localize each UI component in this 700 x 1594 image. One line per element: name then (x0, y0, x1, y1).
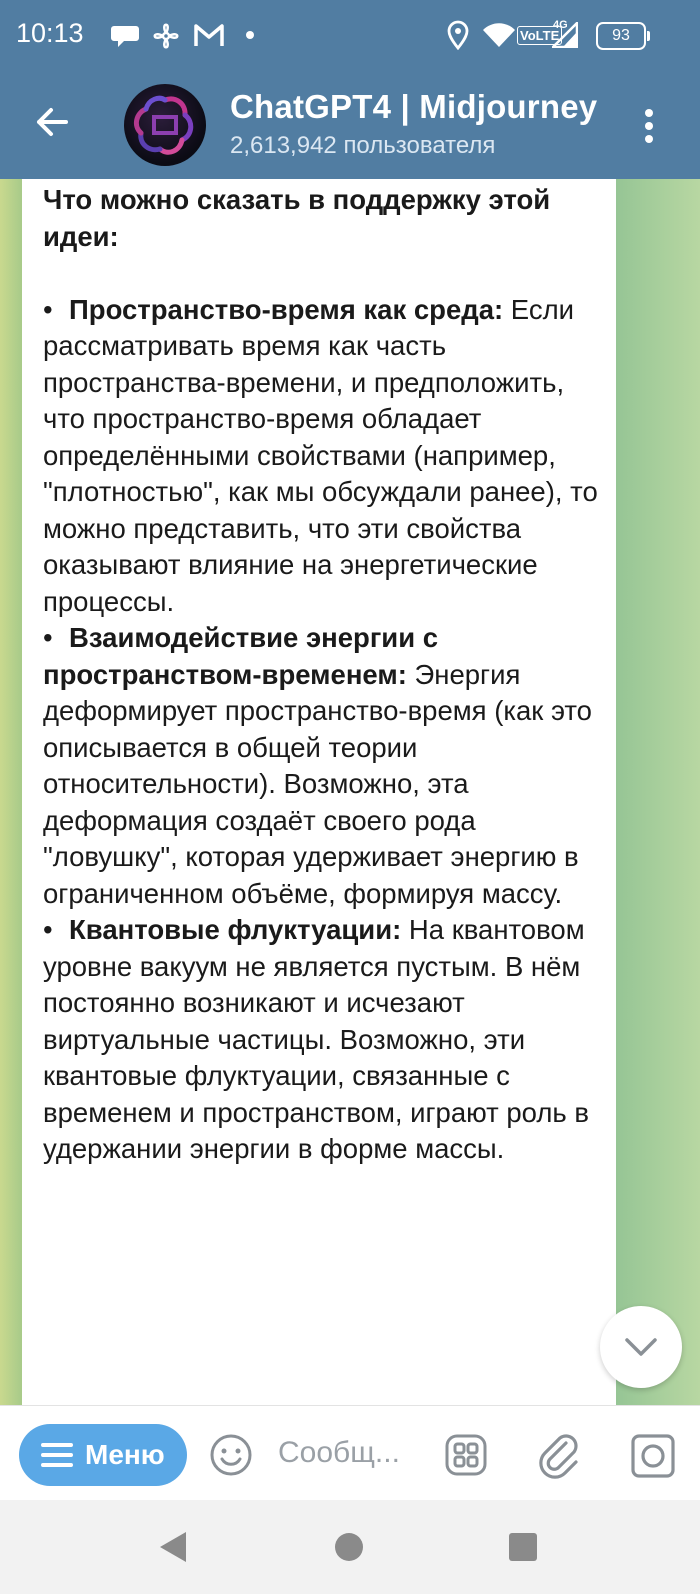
scroll-to-bottom-button[interactable] (600, 1306, 682, 1388)
nav-back-icon[interactable] (158, 1530, 188, 1564)
nav-home-icon[interactable] (334, 1532, 364, 1562)
fan-notification-icon (150, 20, 182, 52)
attach-paperclip-icon[interactable] (536, 1431, 584, 1479)
more-notifications-dot-icon (244, 29, 256, 41)
network-gen-label: 4G (553, 19, 568, 31)
bullet-marker: • (43, 622, 53, 653)
openai-logo-icon (124, 84, 206, 166)
camera-icon[interactable] (630, 1433, 676, 1479)
message-intro: Что можно сказать в поддержку этой идеи: (43, 184, 551, 252)
bullet-heading: Взаимодействие энергии с пространством-временем: (43, 622, 439, 690)
menu-button-label: Меню (85, 1439, 165, 1470)
gmail-notification-icon (193, 20, 225, 50)
list-item (43, 620, 603, 912)
emoji-icon[interactable] (209, 1433, 253, 1477)
bullet-text: Если рассматривать время как часть пространства-времени, и предположить, что пространство-время обладает определёнными свойствами (например, "плотностью", как мы обсуждали ранее), то можно представить, что эти свойства оказывают влияние на энергетические процессы. (43, 293, 598, 617)
bullet-text: На квантовом уровне вакуум не является пустым. В нём постоянно возникают и исчезают виртуальные частицы. Возможно, эти квантовые флуктуации, связанные с временем и пространством, играют роль в удержании энергии в форме массы. (43, 914, 589, 1164)
location-icon (446, 20, 470, 50)
status-bar (0, 0, 700, 72)
chat-notification-icon (110, 20, 140, 50)
message-input[interactable]: Сообщ... (278, 1436, 400, 1469)
chat-header[interactable] (0, 72, 700, 179)
channel-avatar[interactable] (124, 84, 206, 166)
nav-recents-icon[interactable] (508, 1532, 538, 1562)
bullet-heading: Квантовые флуктуации: (69, 914, 402, 945)
bot-menu-button[interactable] (19, 1424, 187, 1486)
battery-level: 93 (612, 27, 630, 44)
bullet-text: Энергия деформирует пространство-время (как это описывается в общей теории относительности). Возможно, эта деформация создаёт своего рода "ловушку", которая удерживает энергию в ограниченном объёме, формируя массу. (43, 658, 592, 909)
list-item (43, 292, 603, 621)
bullet-heading: Пространство-время как среда: (69, 293, 504, 325)
channel-title[interactable]: ChatGPT4 | Midjourney (230, 88, 598, 125)
member-count: 2,613,942 пользователя (230, 132, 496, 159)
back-arrow-icon[interactable] (32, 102, 72, 142)
status-time: 10:13 (16, 18, 84, 48)
list-item (43, 912, 603, 1168)
bullet-marker: • (43, 914, 53, 945)
battery-icon (596, 22, 646, 50)
message-input-bar (0, 1405, 700, 1501)
wifi-icon (482, 22, 516, 48)
chevron-down-icon (600, 1306, 682, 1388)
bot-commands-icon[interactable] (444, 1433, 488, 1477)
volte-badge: VoLTE (517, 26, 562, 45)
bullet-marker: • (43, 293, 53, 325)
cell-signal-icon (552, 22, 578, 48)
message-text (43, 180, 603, 1168)
hamburger-menu-icon (41, 1442, 73, 1468)
more-options-icon[interactable] (642, 106, 656, 146)
system-navigation-bar (0, 1500, 700, 1594)
